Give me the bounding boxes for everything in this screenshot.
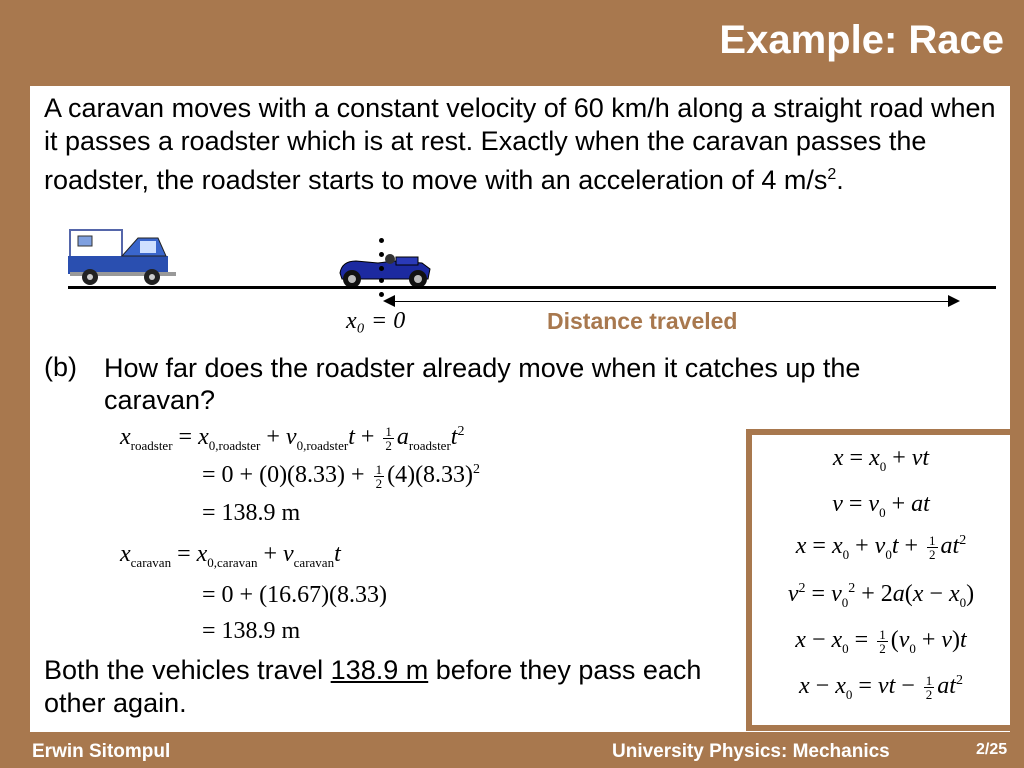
roadster-sub-values: = 0 + (0)(8.33) + bbox=[202, 462, 365, 488]
conclusion bbox=[44, 654, 734, 720]
period: . bbox=[836, 165, 844, 195]
conclusion-value: 138.9 m bbox=[330, 655, 429, 685]
position-marker-dot bbox=[379, 252, 384, 257]
roadster-sub-values-2: (4)(8.33) bbox=[387, 462, 474, 488]
arrow-right-head bbox=[948, 295, 960, 307]
position-marker-dot bbox=[379, 238, 384, 243]
exponent: 2 bbox=[827, 166, 837, 183]
x0-label: x₀ = 0 bbox=[346, 308, 406, 334]
caravan-result: = 138.9 m bbox=[202, 618, 301, 644]
position-marker-dot bbox=[379, 266, 384, 271]
formula-average-velocity: $x - x_0$ = $\frac{1}{2}$ $(v_0 + v)t$ bbox=[795, 626, 967, 656]
distance-arrow bbox=[390, 301, 950, 302]
conclusion-text: Both the vehicles travel bbox=[44, 655, 331, 685]
road-line bbox=[68, 286, 996, 289]
slide-title: Example: Race bbox=[719, 18, 1004, 62]
formula-velocity-squared: $v^2 = v_0^2 + 2a(x - x_0)$ bbox=[787, 581, 975, 610]
content-panel bbox=[30, 86, 1010, 732]
problem-statement bbox=[44, 92, 999, 197]
page-number: 2/25 bbox=[976, 741, 1008, 758]
caravan-illustration bbox=[68, 226, 178, 288]
position-marker-dot bbox=[379, 278, 384, 283]
question-label: (b) bbox=[44, 352, 77, 382]
formula-position: $x = x_0$ + vt bbox=[832, 445, 930, 474]
distance-traveled-label: Distance traveled bbox=[547, 308, 738, 334]
problem-text: A caravan moves with a constant velocity of 60 km/h along a straight road when it passes a roadster which is at rest. Exactly when the caravan passes the roadster, the roadster starts to move with an acceleration of 4 m/s bbox=[44, 93, 996, 195]
formula-position-accel: $x = x_0 + v_0t$ + $\frac{1}{2}$ $at^2$ bbox=[795, 532, 967, 562]
caravan-equation-1: $x_{caravan} = x_{0,caravan} + v_{caravan}t$ bbox=[120, 541, 341, 570]
roadster-equation-2: = 0 + (0)(8.33) + $\frac{1}{2}$ $(4)(8.33)^2$ bbox=[202, 461, 481, 491]
footer-author: Erwin Sitompul bbox=[32, 741, 171, 762]
kinematics-formula-box bbox=[746, 429, 1016, 731]
caravan-equation-2: = 0 + (16.67)(8.33) bbox=[202, 582, 388, 608]
footer-course: University Physics: Mechanics bbox=[612, 741, 890, 762]
formula-final-velocity: $x - x_0$ = vt − $\frac{1}{2}$ $at^2$ bbox=[799, 672, 963, 702]
conclusion-text-end: before they pass each other again. bbox=[44, 655, 702, 718]
question-text: How far does the roadster already move when it catches up the caravan? bbox=[104, 353, 861, 415]
formula-velocity: $v = v_0$ + at bbox=[832, 491, 930, 520]
roadster-result: = 138.9 m bbox=[202, 500, 301, 526]
roadster-equation-1: $x_{roadster} = x_{0,roadster} + v_{0,roadster}t$ + $\frac{1}{2}$ $a_{roadster}t^2$ bbox=[120, 423, 465, 453]
